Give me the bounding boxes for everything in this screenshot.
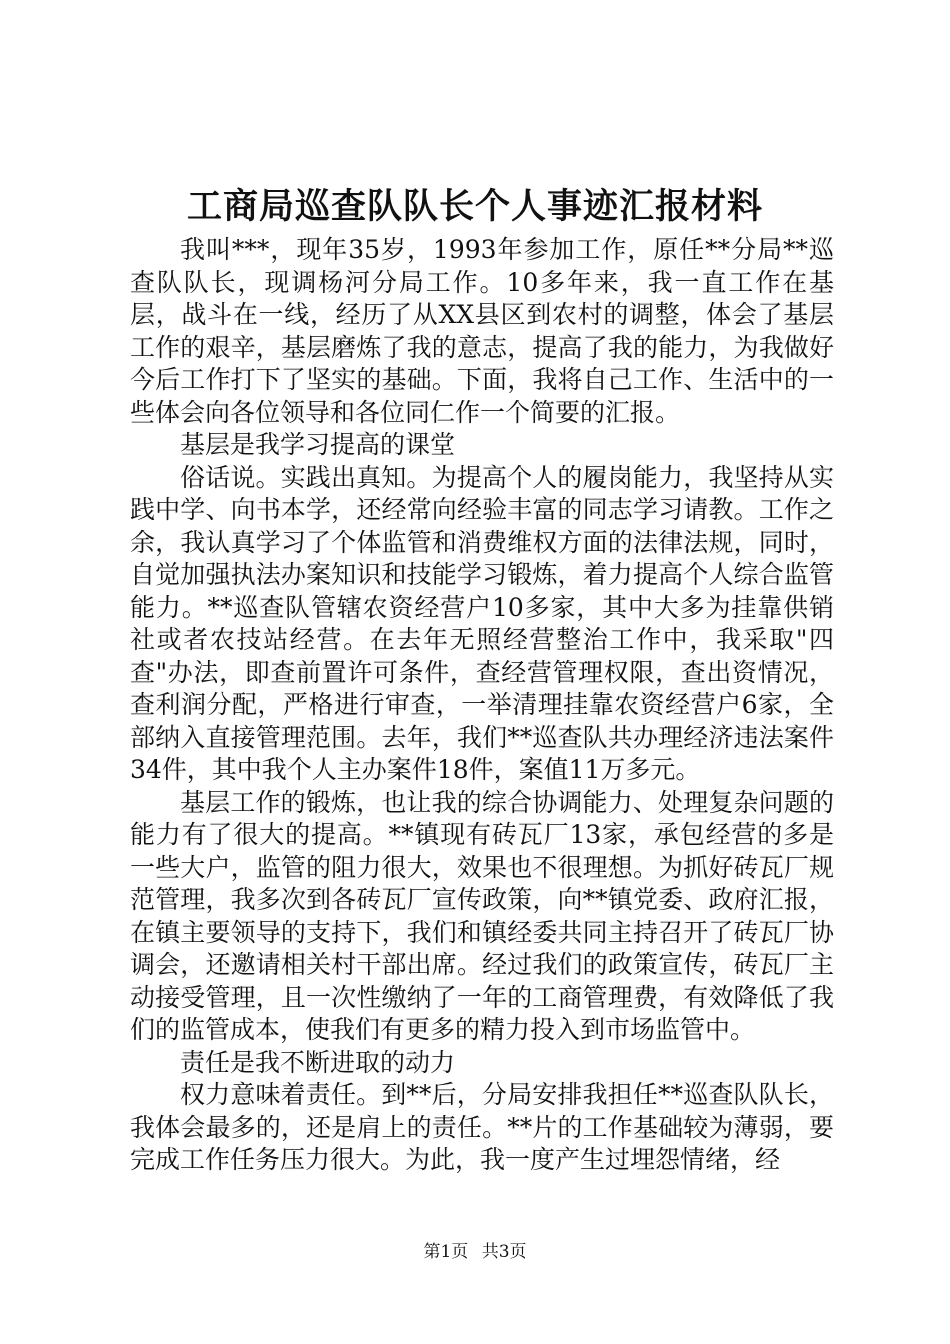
paragraph-intro: 我叫***，现年35岁，1993年参加工作，原任**分局**巡查队队长，现调杨河分局工作。10多年来，我一直工作在基层，战斗在一线，经历了从XX县区到农村的调整，体会了基层工作的艰辛，基层磨炼了我的意志，提高了我的能力，为我做好今后工作打下了坚实的基础。下面，我将自己工作、生活中的一些体会向各位领导和各位同仁作一个简要的汇报。 — [130, 235, 834, 427]
paragraph-responsibility: 权力意味着责任。到**后，分局安排我担任**巡查队队长，我体会最多的，还是肩上的责任。**片的工作基础较为薄弱，要完成工作任务压力很大。为此，我一度产生过埋怨情绪，经 — [130, 1080, 834, 1174]
section-heading-responsibility: 责任是我不断进取的动力 — [180, 1047, 456, 1077]
page-total: 共3页 — [481, 1242, 527, 1262]
document-title: 工商局巡查队队长个人事迹汇报材料 — [186, 186, 763, 227]
paragraph-coordination: 基层工作的锻炼，也让我的综合协调能力、处理复杂问题的能力有了很大的提高。**镇现有砖瓦厂13家，承包经营的多是一些大户，监管的阻力很大，效果也不很理想。为抓好砖瓦厂规范管理，我多次到各砖瓦厂宣传政策，向**镇党委、政府汇报，在镇主要领导的支持下，我们和镇经委共同主持召开了砖瓦厂协调会，还邀请相关村干部出席。经过我们的政策宣传，砖瓦厂主动接受管理，且一次性缴纳了一年的工商管理费，有效降低了我们的监管成本，使我们有更多的精力投入到市场监管中。 — [130, 787, 834, 1044]
document-body — [130, 234, 834, 1177]
section-heading-study: 基层是我学习提高的课堂 — [180, 430, 456, 459]
paragraph-practice: 俗话说。实践出真知。为提高个人的履岗能力，我坚持从实践中学、向书本学，还经常向经验丰富的同志学习请教。工作之余，我认真学习了个体监管和消费维权方面的法律法规，同时，自觉加强执法办案知识和技能学习锻炼，着力提高个人综合监管能力。**巡查队管辖农资经营户10多家，其中大多为挂靠供销社或者农技站经营。在去年无照经营整治工作中，我采取"四查"办法，即查前置许可条件，查经营管理权限，查出资情况，查利润分配，严格进行审查，一举清理挂靠农资经营户6家，全部纳入直接管理范围。去年，我们**巡查队共办理经济违法案件34件，其中我个人主办案件18件，案值11万多元。 — [130, 462, 834, 784]
page-footer — [0, 1240, 950, 1264]
page-number: 第1页 — [423, 1242, 469, 1262]
